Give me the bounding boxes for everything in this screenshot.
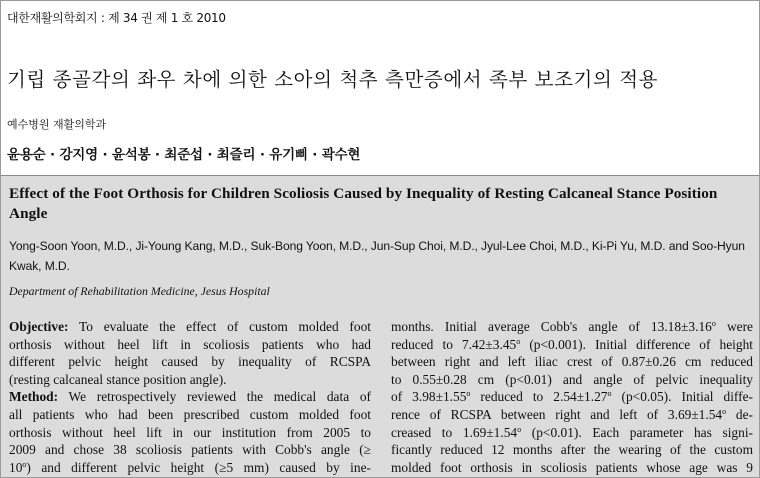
abstract-line: (resting calcaneal stance position angle). xyxy=(9,371,227,387)
abstract-line: orthosis without heel lift in scoliosis patients who had xyxy=(9,336,371,352)
abstract-line xyxy=(9,318,371,336)
korean-authors: 윤용순 · 강지영 · 윤석봉 · 최준섭 · 최즐리 · 유기삐 · 곽수현 xyxy=(7,147,361,163)
abstract-line: creased to $1.69\pm 1.54^o$ (p<0.01). Each parameter has signi- xyxy=(391,424,754,440)
abstract-line: to 0.55±0.28 cm (p<0.01) and angle of pelvic inequality xyxy=(391,371,753,387)
abstract-right-column xyxy=(391,318,753,476)
abstract-line: all patients who had been prescribed custom molded foot xyxy=(9,406,371,422)
abstract-line: rence of RCSPA between right and left of $3.69\pm 1.54^o$ de- xyxy=(391,406,753,422)
abstract-line: 2009 and chose 38 scoliosis patients with Cobb's angle (≥ xyxy=(9,442,371,458)
abstract-line: molded foot orthosis in scoliosis patients whose age was 9 xyxy=(391,459,753,475)
english-authors: Yong-Soon Yoon, M.D., Ji-Young Kang, M.D., Suk-Bong Yoon, M.D., Jun-Sup Choi, M.D., Jyul-Lee Choi, M.D., Ki-Pi Yu, M.D. and Soo-Hyun Kwak, M.D. xyxy=(9,239,745,273)
korean-title: 기립 종골각의 좌우 차에 의한 소아의 척추 측만증에서 족부 보조기의 적용 xyxy=(7,68,659,91)
abstract-line: ficantly reduced 12 months after the wearing of the custom xyxy=(391,442,753,458)
abstract-line: between right and left iliac crest of 0.87±0.26 cm reduced xyxy=(391,354,753,370)
objective-heading: Objective: xyxy=(9,319,69,334)
abstract-line: of $3.98\pm 1.55^o$ reduced to $2.54\pm 1.27^o$ (p<0.05). Initial diffe- xyxy=(391,389,753,405)
abstract-line: months. Initial average Cobb's angle of $13.18\pm 3.16^o$ were xyxy=(391,319,753,334)
abstract-line-text: To evaluate the effect of custom molded foot xyxy=(68,319,371,334)
abstract-line-text: We retrospectively reviewed the medical data of xyxy=(58,389,371,405)
abstract-line: orthosis without heel lift in our institution from 2005 to xyxy=(9,424,371,440)
english-title: Effect of the Foot Orthosis for Children Scoliosis Caused by Inequality of Resting Calcaneal Stance Position Angle xyxy=(9,185,718,222)
journal-citation: 대한재활의학회지 : 제 34 권 제 1 호 2010 xyxy=(7,11,226,25)
english-abstract-box xyxy=(1,175,759,478)
abstract-line: reduced to $7.42\pm 3.45^o$ (p<0.001). Initial difference of height xyxy=(391,336,753,352)
abstract-line: different pelvic height caused by inequality of RCSPA xyxy=(9,354,371,370)
abstract-line: 10$^o$) and different pelvic height (≥5 mm) caused by ine- xyxy=(9,459,371,475)
english-department: Department of Rehabilitation Medicine, Jesus Hospital xyxy=(9,284,270,298)
method-heading: Method: xyxy=(9,389,59,405)
korean-department: 예수병원 재활의학과 xyxy=(7,118,107,131)
abstract-line xyxy=(9,388,371,406)
abstract-left-column xyxy=(9,318,371,476)
